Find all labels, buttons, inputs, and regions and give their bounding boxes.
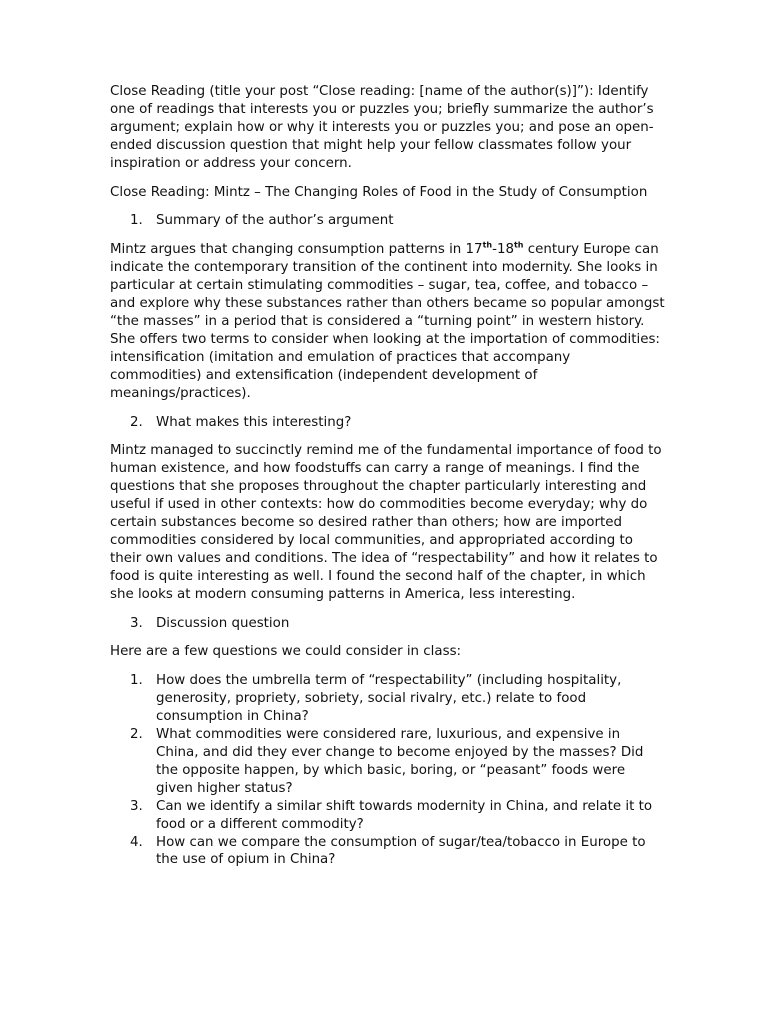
- assignment-instructions: Close Reading (title your post “Close reading: [name of the author(s)]”): Identify one of readings that interests you or puzzles you; briefly summarize the author’s argument; explain how or why it interests you or puzzles you; and pose an open-ended discussion question that might help your fellow classmates follow your inspiration or address your concern.: [110, 84, 654, 171]
- questions-intro: Here are a few questions we could consider in class:: [110, 644, 462, 660]
- question-text: How can we compare the consumption of sugar/tea/tobacco in Europe to the use of opium in China?: [156, 834, 646, 868]
- summary-text-part2: -18: [492, 242, 514, 258]
- summary-paragraph: [110, 241, 665, 402]
- section-heading-text: Summary of the author’s argument: [156, 213, 394, 229]
- list-item: [110, 834, 665, 870]
- section-number: 3.: [130, 615, 143, 631]
- discussion-question-list: [110, 672, 665, 869]
- section-heading-summary: [110, 212, 665, 230]
- interest-paragraph: Mintz managed to succinctly remind me of the fundamental importance of food to human existence, and how foodstuffs can carry a range of meanings. I find the questions that she proposes throughout the chapter particularly interesting and useful if used in other contexts: how do commodities become everyday; why do certain substances become so desired rather than others; how are imported commodities considered by local communities, and appropriated according to their own values and conditions. The idea of “respectability” and how it relates to food is quite interesting as well. I found the second half of the chapter, in which she looks at modern consuming patterns in America, less interesting.: [110, 443, 662, 602]
- section-heading-text: What makes this interesting?: [156, 414, 352, 430]
- question-number: 2.: [130, 727, 143, 743]
- post-title: Close Reading: Mintz – The Changing Roles of Food in the Study of Consumption: [110, 184, 648, 200]
- question-text: Can we identify a similar shift towards modernity in China, and relate it to food or a different commodity?: [156, 798, 653, 832]
- list-item: [110, 672, 665, 726]
- question-text: How does the umbrella term of “respectability” (including hospitality, generosity, propriety, sobriety, social rivalry, etc.) relate to food consumption in China?: [156, 673, 622, 725]
- section-heading-interest: [110, 414, 665, 432]
- section-heading-text: Discussion question: [156, 615, 290, 631]
- question-number: 4.: [130, 834, 143, 850]
- section-heading-discussion: [110, 615, 665, 633]
- summary-text-part3: century Europe can indicate the contemporary transition of the continent into modernity. She looks in particular at certain stimulating commodities – sugar, tea, coffee, and tobacco – and explore why these substances rather than others became so popular amongst “the masses” in a period that is considered a “turning point” in western history. She offers two terms to consider when looking at the importation of commodities: intensification (imitation and emulation of practices that accompany commodities) and extensification (independent development of meanings/practices).: [110, 242, 665, 401]
- section-number: 2.: [130, 414, 143, 430]
- superscript-th: th: [513, 240, 524, 250]
- question-number: 1.: [130, 673, 143, 689]
- question-number: 3.: [130, 798, 143, 814]
- list-item: [110, 726, 665, 798]
- question-text: What commodities were considered rare, luxurious, and expensive in China, and did they ever change to become enjoyed by the masses? Did the opposite happen, by which basic, boring, or “peasant” foods were given higher status?: [156, 727, 644, 796]
- list-item: [110, 798, 665, 834]
- superscript-th: th: [482, 240, 493, 250]
- summary-text-part1: Mintz argues that changing consumption patterns in 17: [110, 242, 483, 258]
- document-page: [110, 83, 665, 869]
- section-number: 1.: [130, 213, 143, 229]
